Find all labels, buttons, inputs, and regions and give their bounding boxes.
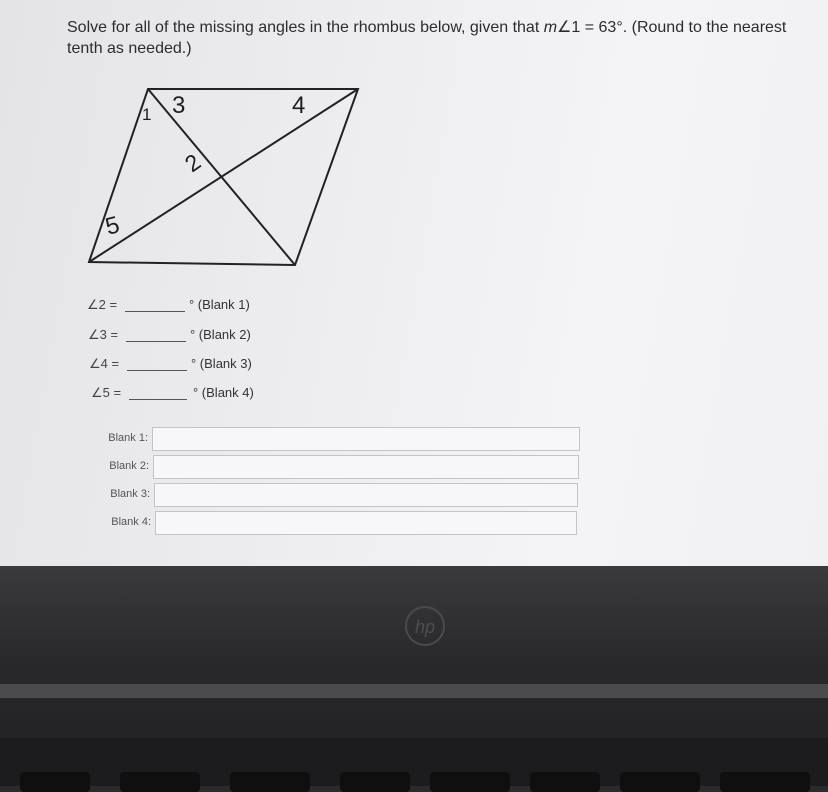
question-text: [67, 17, 807, 59]
equation-hint: ° (Blank 2): [190, 327, 251, 342]
given-m: m: [543, 19, 558, 36]
keyboard-key: [120, 772, 200, 792]
angle-label-5: 5: [102, 211, 123, 241]
question-prefix: Solve for all of the missing angles in the rhombus below, given that: [67, 19, 544, 36]
keyboard-key: [530, 772, 600, 792]
keyboard-key: [230, 772, 310, 792]
equation-row-angle-2: [87, 297, 287, 317]
diagonal-bd: [148, 89, 295, 265]
equation-label: ∠2 =: [87, 297, 118, 312]
blank-label: Blank 4:: [111, 516, 151, 528]
answer-line: [126, 341, 186, 342]
equation-hint: ° (Blank 4): [193, 385, 254, 400]
blank-row-4: [101, 511, 577, 537]
blank-row-1: [98, 427, 580, 453]
blank-4-input[interactable]: [155, 511, 577, 535]
answer-line: [127, 370, 187, 371]
question-suffix: . (Round to the nearest tenth as needed.): [67, 19, 787, 57]
rhombus-diagram: [80, 80, 380, 280]
keyboard-key: [720, 772, 810, 792]
equation-hint: ° (Blank 1): [189, 297, 250, 312]
blank-row-3: [100, 483, 578, 509]
equation-label: ∠3 =: [88, 327, 119, 342]
blank-label: Blank 1:: [108, 432, 148, 444]
blank-1-input[interactable]: [152, 427, 580, 451]
blank-2-input[interactable]: [153, 455, 579, 479]
equation-row-angle-4: [89, 356, 289, 376]
keyboard-key: [620, 772, 700, 792]
angle-label-1: 1: [142, 105, 152, 124]
laptop-hinge: [0, 684, 828, 698]
angle-label-4: 4: [292, 92, 306, 119]
keyboard-key: [430, 772, 510, 792]
angle-label-2: 2: [179, 148, 206, 178]
blank-row-2: [99, 455, 579, 481]
given-angle: ∠1 = 63°: [557, 19, 623, 36]
equation-hint: ° (Blank 3): [191, 356, 252, 371]
hp-logo: hp: [405, 606, 445, 646]
answer-line: [125, 311, 185, 312]
equation-label: ∠4 =: [89, 356, 120, 371]
angle-label-3: 3: [172, 92, 186, 119]
diagonal-ac: [89, 89, 358, 262]
equation-row-angle-5: [91, 385, 291, 405]
blank-label: Blank 2:: [109, 460, 149, 472]
blank-3-input[interactable]: [154, 483, 578, 507]
keyboard-key: [20, 772, 90, 792]
equation-label: ∠5 =: [91, 385, 122, 400]
answer-line: [129, 399, 187, 400]
blank-label: Blank 3:: [110, 488, 150, 500]
equation-row-angle-3: [88, 327, 288, 347]
keyboard-key: [340, 772, 410, 792]
